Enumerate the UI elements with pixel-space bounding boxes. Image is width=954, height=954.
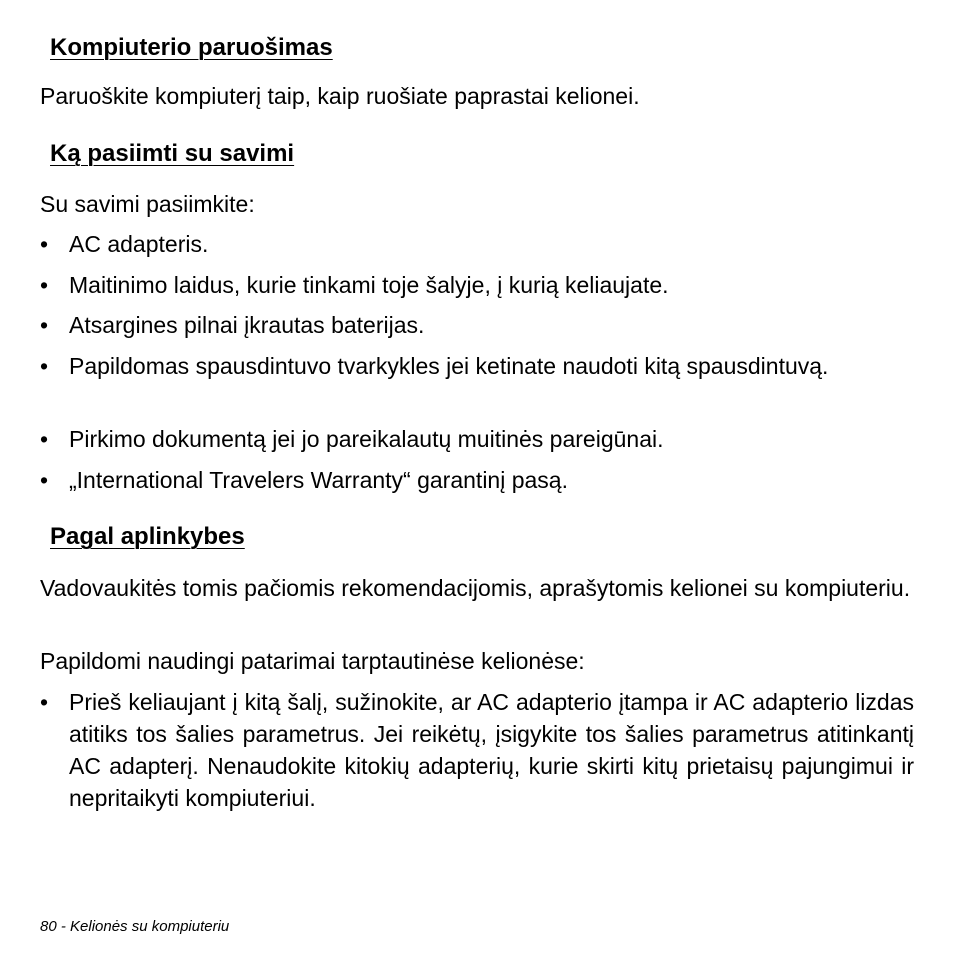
bullet-icon: • (40, 426, 49, 452)
list-item (40, 350, 914, 382)
list-item (40, 309, 914, 341)
list-item (40, 464, 914, 496)
list-item (40, 228, 914, 260)
list-item-text: Prieš keliaujant į kitą šalį, sužinokite, ar AC adapterio įtampa ir AC adapterio lizdas atitiks tos šalies parametrus. Jei reikėtų, įsigykite tos šalies parametrus atitinkantį AC adapterį. Nenaudokite kitokių adapterių, kurie skirti kitų prietaisų pajungimui ir nepritaikyti kompiuteriui. (69, 689, 914, 811)
list-item (40, 269, 914, 301)
page-footer: 80 - Kelionės su kompiuteriu (40, 918, 230, 935)
list-item-text: „International Travelers Warranty“ garantinį pasą. (69, 467, 568, 493)
bullet-icon: • (40, 272, 49, 298)
bullet-icon: • (40, 353, 49, 379)
list-item (40, 423, 914, 455)
section-paragraph-recommendations: Vadovaukitės tomis pačiomis rekomendacijomis, aprašytomis kelionei su kompiuteriu. (40, 575, 911, 601)
list-item-text: Papildomas spausdintuvo tvarkykles jei ketinate naudoti kitą spausdintuvą. (69, 353, 829, 379)
bullet-icon: • (40, 689, 49, 715)
list-item-text: AC adapteris. (69, 231, 209, 257)
list-item-text: Atsargines pilnai įkrautas baterijas. (69, 312, 425, 338)
list-item-text: Pirkimo dokumentą jei jo pareikalautų muitinės pareigūnai. (69, 426, 664, 452)
section-heading-computer-preparation: Kompiuterio paruošimas (50, 34, 333, 61)
bullet-icon: • (40, 312, 49, 338)
list-item-text: Maitinimo laidus, kurie tinkami toje šalyje, į kurią keliaujate. (69, 272, 669, 298)
bullet-icon: • (40, 467, 49, 493)
section-heading-circumstances: Pagal aplinkybes (50, 523, 245, 550)
section-intro-what-to-take: Su savimi pasiimkite: (40, 191, 255, 217)
section-paragraph-preparation: Paruoškite kompiuterį taip, kaip ruošiate paprastai kelionei. (40, 83, 640, 109)
bullet-icon: • (40, 231, 49, 257)
section-heading-what-to-take: Ką pasiimti su savimi (50, 140, 295, 167)
list-item (40, 686, 914, 814)
section-paragraph-international-tips: Papildomi naudingi patarimai tarptautinėse kelionėse: (40, 648, 585, 674)
